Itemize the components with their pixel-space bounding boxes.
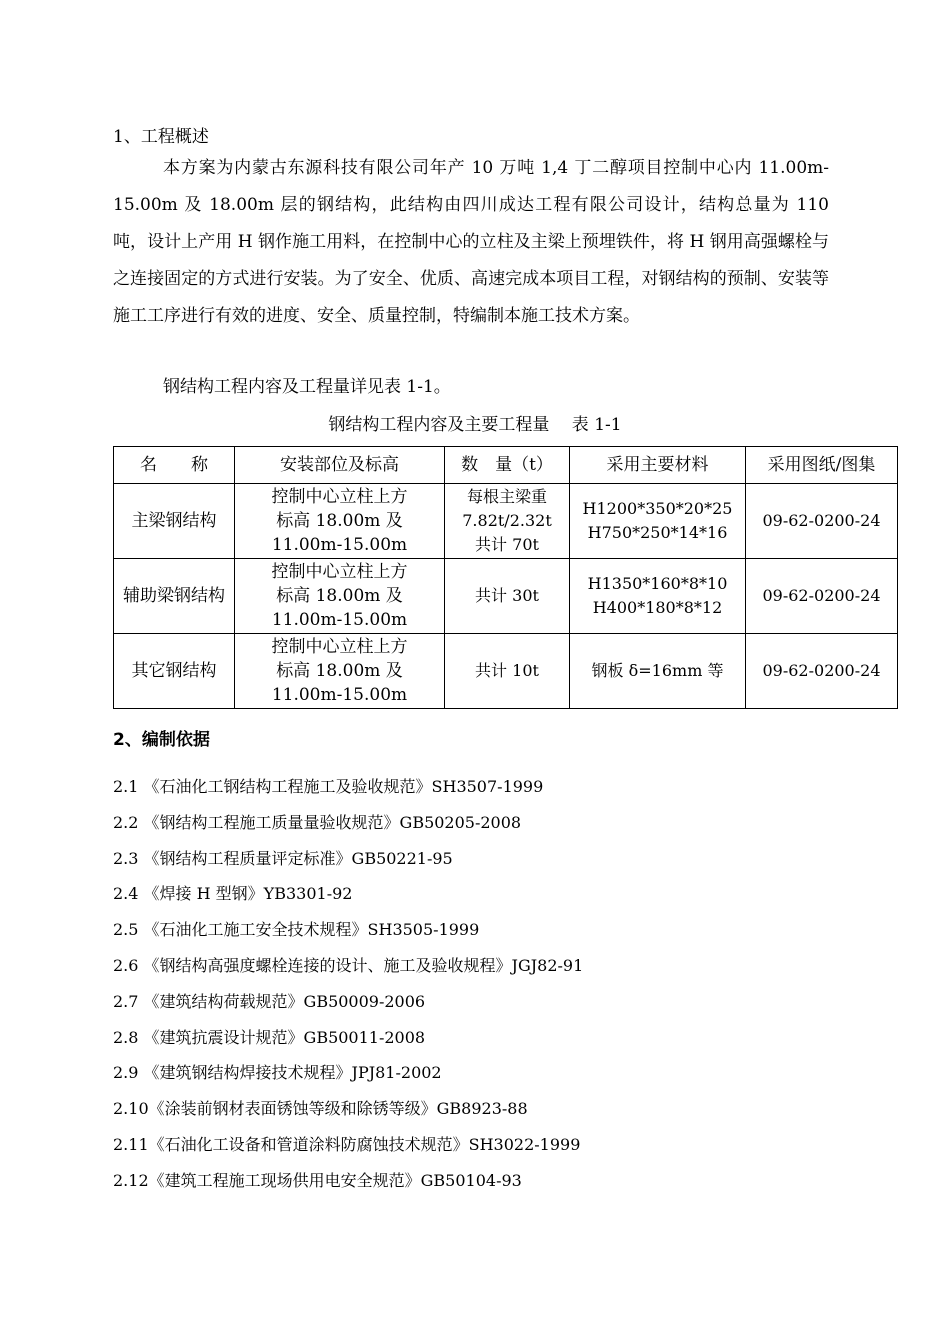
cell-line: 11.00m-15.00m (271, 685, 408, 705)
cell-name: 辅助梁钢结构 (114, 559, 235, 634)
list-item: 2.12《建筑工程施工现场供用电安全规范》GB50104-93 (113, 1170, 522, 1190)
section1-heading: 1、工程概述 (113, 127, 209, 147)
table-caption: 钢结构工程内容及主要工程量 表 1-1 (328, 415, 622, 435)
table-row (114, 484, 898, 559)
cell-line: 共计 30t (475, 586, 539, 605)
cell-line: 共计 10t (475, 661, 539, 680)
list-item: 2.11《石油化工设备和管道涂料防腐蚀技术规范》SH3022-1999 (113, 1134, 581, 1154)
cell-line: 每根主梁重 (466, 487, 547, 506)
cell-drawing: 09-62-0200-24 (746, 559, 898, 634)
cell-line: 钢板 δ=16mm 等 (591, 661, 724, 680)
cell-line: H1350*160*8*10 (587, 574, 728, 593)
list-item: 2.10《涂装前钢材表面锈蚀等级和除锈等级》GB8923-88 (113, 1099, 528, 1119)
reference-list (113, 776, 583, 1206)
cell-line: 共计 70t (475, 535, 539, 554)
section2-heading: 2、编制依据 (113, 730, 210, 750)
cell-drawing: 09-62-0200-24 (746, 634, 898, 709)
cell-name: 其它钢结构 (114, 634, 235, 709)
list-item: 2.3 《钢结构工程质量评定标准》GB50221-95 (113, 848, 453, 868)
cell-materials (570, 634, 746, 709)
cell-line: 标高 18.00m 及 (276, 586, 403, 606)
cell-line: H400*180*8*12 (592, 598, 723, 617)
cell-quantity (445, 484, 570, 559)
cell-materials (570, 559, 746, 634)
table-row (114, 559, 898, 634)
cell-line: H1200*350*20*25 (582, 499, 733, 518)
list-item: 2.1 《石油化工钢结构工程施工及验收规范》SH3507-1999 (113, 777, 544, 796)
header-quantity: 数 量（t） (445, 447, 570, 484)
list-item: 2.7 《建筑结构荷载规范》GB50009-2006 (113, 991, 426, 1011)
table-reference-text: 钢结构工程内容及工程量详见表 1-1。 (163, 377, 451, 397)
header-materials: 采用主要材料 (570, 447, 746, 484)
cell-quantity (445, 634, 570, 709)
cell-drawing: 09-62-0200-24 (746, 484, 898, 559)
cell-location (235, 634, 445, 709)
cell-materials (570, 484, 746, 559)
cell-line: 控制中心立柱上方 (271, 637, 408, 657)
header-location: 安装部位及标高 (235, 447, 445, 484)
table-header-row (114, 447, 898, 484)
cell-line: 11.00m-15.00m (271, 610, 408, 630)
cell-line: H750*250*14*16 (587, 523, 728, 542)
list-item: 2.8 《建筑抗震设计规范》GB50011-2008 (113, 1027, 426, 1047)
header-name: 名 称 (114, 447, 235, 484)
cell-location (235, 559, 445, 634)
header-drawing: 采用图纸/图集 (746, 447, 898, 484)
list-item: 2.4 《焊接 H 型钢》YB3301-92 (113, 884, 353, 904)
cell-line: 控制中心立柱上方 (271, 487, 408, 507)
cell-line: 7.82t/2.32t (462, 511, 552, 530)
list-item: 2.9 《建筑钢结构焊接技术规程》JPJ81-2002 (113, 1063, 442, 1083)
cell-name: 主梁钢结构 (114, 484, 235, 559)
cell-line: 标高 18.00m 及 (276, 511, 403, 531)
cell-line: 标高 18.00m 及 (276, 661, 403, 681)
cell-line: 11.00m-15.00m (271, 535, 408, 555)
cell-location (235, 484, 445, 559)
list-item: 2.2 《钢结构工程施工质量量验收规范》GB50205-2008 (113, 812, 522, 832)
overview-paragraph: 本方案为内蒙古东源科技有限公司年产 10 万吨 1,4 丁二醇项目控制中心内 11.00m-15.00m 及 18.00m 层的钢结构，此结构由四川成达工程有限公司设计，结构总量为 110 吨，设计上产用 H 钢作施工用料，在控制中心的立柱及主梁上预埋铁件，将 H 钢用高强螺栓与之连接固定的方式进行安装。为了安全、优质、高速完成本项目工程，对钢结构的预制、安装等施工工序进行有效的进度、安全、质量控制，特编制本施工技术方案。 (113, 158, 829, 326)
table-row (114, 634, 898, 709)
list-item: 2.5 《石油化工施工安全技术规程》SH3505-1999 (113, 920, 480, 940)
steel-structure-table (113, 446, 898, 709)
list-item: 2.6 《钢结构高强度螺栓连接的设计、施工及验收规程》JGJ82-91 (113, 955, 584, 975)
cell-line: 控制中心立柱上方 (271, 562, 408, 582)
cell-quantity (445, 559, 570, 634)
